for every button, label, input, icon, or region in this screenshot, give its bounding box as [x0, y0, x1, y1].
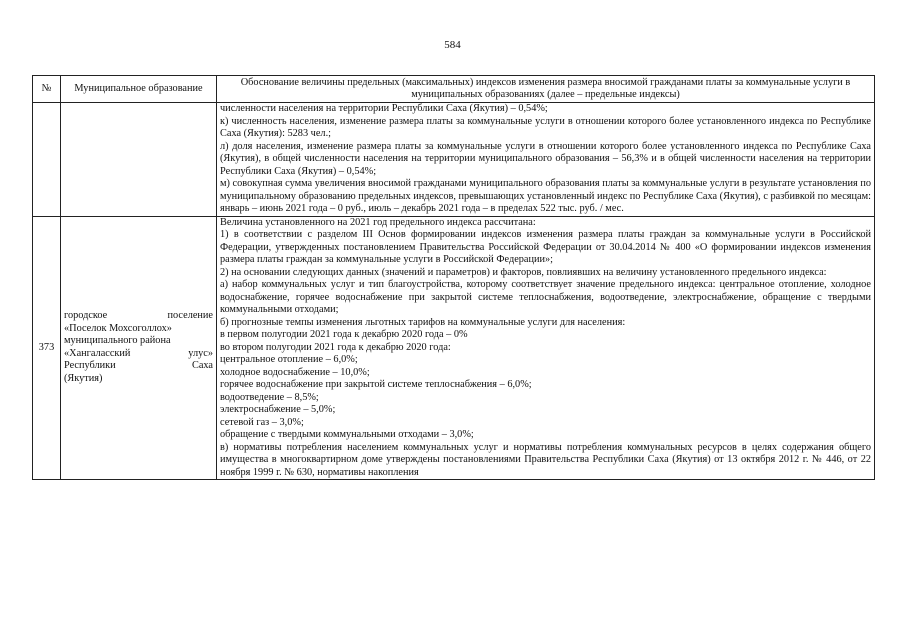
- municipality-cell: [61, 216, 217, 480]
- paragraph: 2) на основании следующих данных (значений и параметров) и факторов, повлиявших на величину установленного предельного индекса:: [220, 266, 827, 278]
- paragraph: обращение с твердыми коммунальными отходами – 3,0%;: [220, 429, 474, 440]
- paragraph: в) нормативы потребления населением коммунальных услуг и нормативы потребления коммунальных ресурсов в целях содержания общего имущества в многоквартирном доме утверждены постановлениями Правительства Республики Саха (Якутия) от 13 октября 2012 г. № 446, от 22 ноября 1999 г. № 630, нормативы накопления: [220, 441, 871, 478]
- paragraph: а) набор коммунальных услуг и тип благоустройства, которому соответствует значение предельного индекса: центральное отопление, холодное водоснабжение, горячее водоснабжение при закрытой системе теплоснабжения, водоотведение, электроснабжение, обращение с твердыми коммунальными отходами;: [220, 279, 871, 315]
- paragraph: к) численность населения, изменение размера платы за коммунальные услуги в отношении которого более установленного индекса по Республике Саха (Якутия): 5283 чел.;: [220, 115, 871, 139]
- municipality-line: Республики Саха: [64, 360, 213, 372]
- municipality-line: (Якутия): [64, 372, 103, 384]
- paragraph: 1) в соответствии с разделом III Основ формировании индексов изменения размера платы граждан за коммунальные услуги в Российской Федерации, утвержденных постановлением Правительства Российской Федерации от 30.04.2014 № 400 «О формировании индексов изменения размера платы граждан за коммунальные услуги в Российской Федерации»;: [220, 229, 871, 265]
- paragraph: численности населения на территории Республики Саха (Якутия) – 0,54%;: [220, 103, 548, 114]
- paragraph: л) доля населения, изменение размера платы за коммунальные услуги в отношении которого более установленного индекса по Республике Саха (Якутия), в общей численности населения на территории муниципального образования – 56,3% и в общей численности населения на территории Республики Саха (Якутия) – 0,54%;: [220, 140, 871, 177]
- municipality-line: «Поселок Мохсоголлох»: [64, 322, 172, 334]
- header-justification: Обоснование величины предельных (максимальных) индексов изменения размера вносимой гражданами платы за коммунальные услуги в муниципальных образованиях (далее – предельные индексы): [217, 76, 875, 103]
- tariff-index-table: [32, 75, 875, 480]
- paragraph: б) прогнозные темпы изменения льготных тарифов на коммунальные услуги для населения:: [220, 316, 626, 328]
- header-number: №: [33, 76, 61, 103]
- justification-cell: [217, 103, 875, 217]
- paragraph: во втором полугодии 2021 года к декабрю 2020 года:: [220, 341, 451, 353]
- paragraph: холодное водоснабжение – 10,0%;: [220, 366, 370, 378]
- paragraph: горячее водоснабжение при закрытой системе теплоснабжения – 6,0%;: [220, 379, 532, 390]
- municipality-empty: [61, 103, 217, 217]
- municipality-line: муниципального района: [64, 335, 171, 347]
- row-number: 373: [33, 216, 61, 480]
- page-number: 584: [444, 39, 461, 51]
- municipality-line: городское поселение: [64, 310, 213, 322]
- paragraph: водоотведение – 8,5%;: [220, 391, 319, 403]
- paragraph: Величина установленного на 2021 год предельного индекса рассчитана:: [220, 216, 536, 228]
- table-row-373: [33, 216, 875, 480]
- table-row-continuation: [33, 103, 875, 217]
- justification-cell: [217, 216, 875, 480]
- header-municipality: Муниципальное образование: [61, 76, 217, 103]
- paragraph: электроснабжение – 5,0%;: [220, 404, 336, 415]
- table-header-row: [33, 76, 875, 103]
- paragraph: в первом полугодии 2021 года к декабрю 2020 года – 0%: [220, 329, 468, 340]
- row-number-empty: [33, 103, 61, 217]
- paragraph: сетевой газ – 3,0%;: [220, 416, 304, 428]
- paragraph: центральное отопление – 6,0%;: [220, 354, 358, 365]
- municipality-line: «Хангаласский улус»: [64, 347, 213, 359]
- paragraph: м) совокупная сумма увеличения вносимой гражданами муниципального образования платы за коммунальные услуги в результате установления по муниципальному образованию предельных индексов, превышающих установленный индекс по Республике Саха (Якутия), с разбивкой по месяцам: январь – июнь 2021 года – 0 руб., июль – декабрь 2021 года – в пределах 522 тыс. руб. / мес.: [220, 178, 871, 214]
